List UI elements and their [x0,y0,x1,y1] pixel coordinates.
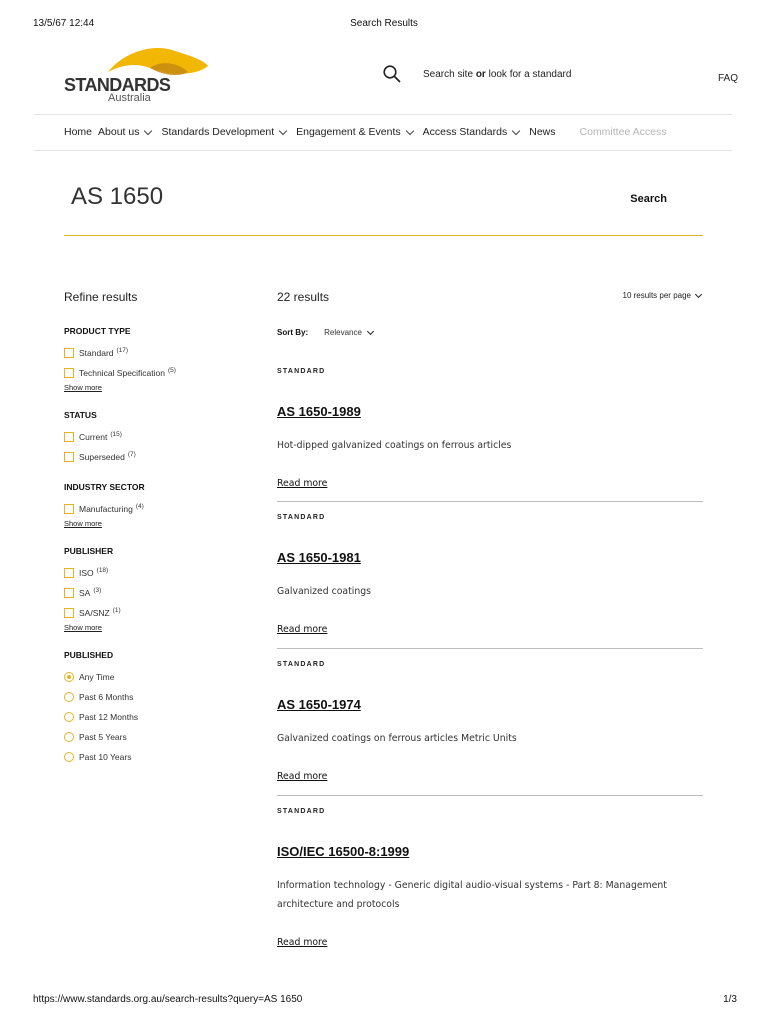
option-count: (18) [96,566,109,574]
logo-wordmark: STANDARDS [64,75,171,95]
per-page-label: 10 results per page [622,291,691,300]
facet-published [64,650,264,782]
checkbox-option[interactable] [64,343,264,363]
result-type: STANDARD [277,514,326,521]
radio-button[interactable] [64,712,74,722]
radio-option[interactable] [64,727,264,747]
radio-option[interactable] [64,707,264,727]
result-title-link[interactable]: ISO/IEC 16500-8:1999 [277,844,410,859]
nav-item-label: News [529,126,556,138]
option-label: SA [79,588,91,598]
checkbox[interactable] [64,368,74,378]
query-search-box[interactable] [64,178,703,236]
result-description: Galvanized coatings [277,586,371,597]
query-input[interactable]: AS 1650 [71,183,164,210]
option-label: Past 12 Months [79,712,139,722]
result-type: STANDARD [277,808,326,815]
option-label: Any Time [79,672,115,682]
nav-item-news[interactable] [529,126,555,138]
chevron-down-icon [279,126,287,134]
chevron-down-icon [695,290,702,297]
checkbox-option[interactable] [64,447,264,467]
checkbox[interactable] [64,348,74,358]
refine-title: Refine results [64,290,138,304]
option-label: Current [79,432,108,442]
result-item [277,661,703,782]
facet-title: STATUS [64,410,97,420]
results-panel [277,290,703,948]
option-label: SA/SNZ [79,608,110,618]
search-hint[interactable]: Search site or look for a standard [423,68,572,80]
option-count: (5) [168,366,176,374]
show-more-link[interactable]: Show more [64,383,102,392]
nav-item-access-standards[interactable] [423,126,524,138]
option-count: (15) [110,430,122,438]
checkbox[interactable] [64,588,74,598]
option-label: Standard [79,348,114,358]
main-nav [34,114,732,151]
option-label: Technical Specification [79,368,165,378]
result-description: Hot-dipped galvanized coatings on ferrous articles [277,440,512,451]
chevron-down-icon [367,327,374,334]
facet-title: PUBLISHED [64,650,114,660]
header-search[interactable] [382,64,571,84]
result-item [277,368,703,489]
checkbox-option[interactable] [64,563,264,583]
checkbox[interactable] [64,452,74,462]
result-type: STANDARD [277,368,326,375]
radio-option[interactable] [64,747,264,767]
read-more-link[interactable]: Read more [277,478,328,489]
option-count: (17) [116,346,129,354]
option-label: ISO [79,568,94,578]
radio-button[interactable] [64,672,74,682]
chevron-down-icon [512,126,520,134]
results-count: 22 results [277,290,330,304]
radio-option[interactable] [64,667,264,687]
checkbox-option[interactable] [64,603,264,623]
read-more-link[interactable]: Read more [277,624,328,635]
option-label: Past 6 Months [79,692,134,702]
show-more-link[interactable]: Show more [64,519,102,528]
print-page-number: 1/3 [723,994,737,1005]
checkbox[interactable] [64,568,74,578]
result-title-link[interactable]: AS 1650-1981 [277,550,361,565]
facet-industry [64,482,264,528]
facet-title: INDUSTRY SECTOR [64,482,145,492]
checkbox-option[interactable] [64,499,264,519]
result-description: Galvanized coatings on ferrous articles Metric Units [277,733,517,744]
nav-item-label: Home [64,126,93,138]
read-more-link[interactable]: Read more [277,771,328,782]
chevron-down-icon [405,126,413,134]
checkbox[interactable] [64,432,74,442]
print-title: Search Results [350,18,418,29]
option-count: (1) [112,606,121,614]
checkbox-option[interactable] [64,363,264,383]
facet-status [64,410,264,482]
facet-product-type [64,326,264,392]
result-type: STANDARD [277,661,326,668]
nav-item-label: About us [98,126,140,138]
radio-button[interactable] [64,732,74,742]
nav-item-about-us[interactable] [98,126,155,138]
nav-item-label: Access Standards [422,126,508,138]
result-divider [277,795,703,796]
option-label: Past 10 Years [79,752,132,762]
checkbox-option[interactable] [64,583,264,603]
radio-button[interactable] [64,692,74,702]
refine-sidebar [64,290,264,782]
result-item [277,808,703,948]
result-divider [277,648,703,649]
option-count: (3) [93,586,102,594]
nav-item-label: Standards Development [161,126,275,138]
option-count: (4) [135,502,144,510]
chevron-down-icon [144,126,152,134]
nav-item-standards-development[interactable] [161,126,290,138]
sort-control [277,328,373,337]
result-item [277,514,703,635]
query-search-button[interactable]: Search [630,193,667,205]
checkbox-option[interactable] [64,427,264,447]
read-more-link[interactable]: Read more [277,937,328,948]
print-datetime: 13/5/67 12:44 [33,18,95,29]
checkbox[interactable] [64,608,74,618]
radio-option[interactable] [64,687,264,707]
result-description: Information technology - Generic digital audio-visual systems - Part 8: Management architecture and protocols [277,880,667,910]
facet-title: PRODUCT TYPE [64,326,131,336]
radio-button[interactable] [64,752,74,762]
checkbox[interactable] [64,504,74,514]
nav-item-home[interactable] [64,126,92,138]
result-title-link[interactable]: AS 1650-1989 [277,404,361,419]
option-label: Past 5 Years [79,732,127,742]
print-url: https://www.standards.org.au/search-results?query=AS 1650 [33,994,303,1005]
sort-value: Relevance [324,328,362,337]
option-label: Superseded [79,452,125,462]
standards-australia-logo[interactable] [64,46,214,106]
nav-item-label: Engagement & Events [296,126,401,138]
faq-link[interactable]: FAQ [718,73,739,84]
option-label: Manufacturing [79,504,133,514]
show-more-link[interactable]: Show more [64,623,102,632]
logo-subtitle: Australia [108,92,151,104]
search-icon[interactable] [382,64,402,84]
sort-label: Sort By: [277,328,309,337]
sort-select[interactable] [324,328,373,337]
result-divider [277,501,703,502]
nav-item-committee-access[interactable]: Committee Access [579,126,667,138]
result-title-link[interactable]: AS 1650-1974 [277,697,361,712]
option-count: (7) [127,450,136,458]
nav-item-engagement-events[interactable] [296,126,416,138]
facet-publisher [64,546,264,632]
facet-title: PUBLISHER [64,546,114,556]
per-page-select[interactable] [623,291,702,300]
